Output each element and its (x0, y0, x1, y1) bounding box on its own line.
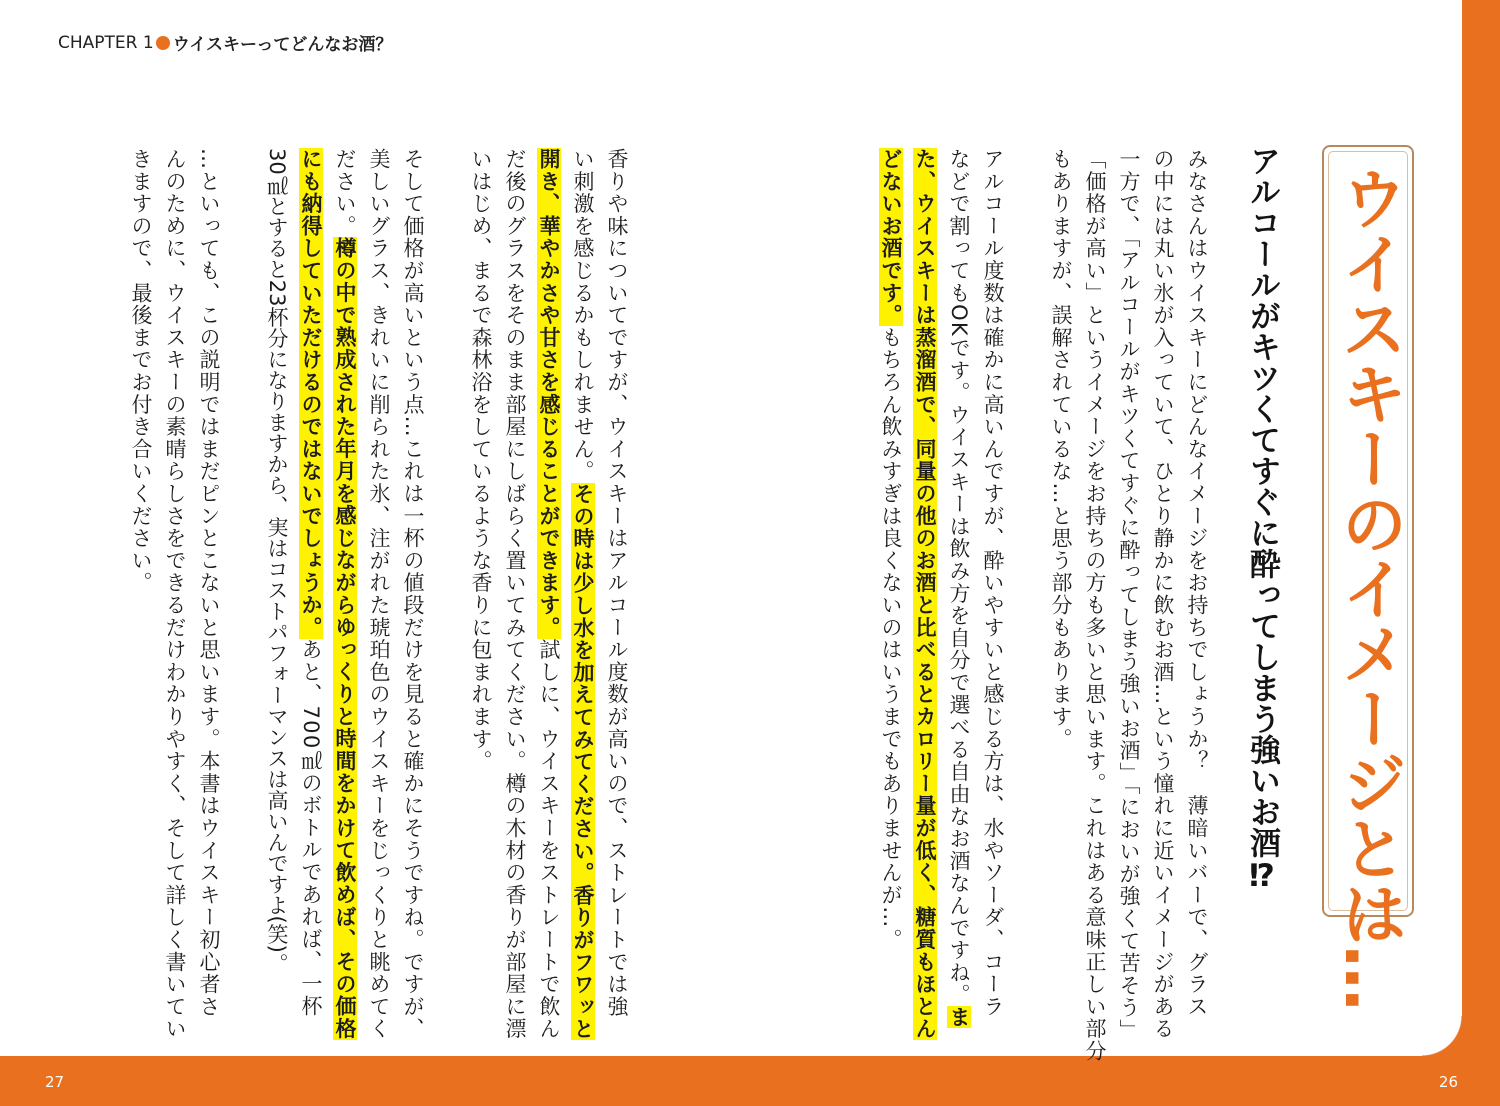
body-line: アルコール度数は確かに高いんですが、酔いやすいと感じる方は、水やソーダ、コーラ (981, 148, 1005, 1018)
body-line: もありますが、誤解されているな…と思う部分もあります。 (1049, 148, 1073, 751)
highlighted-text: ま (947, 1006, 971, 1029)
chapter-dot-icon (156, 36, 170, 50)
highlighted-text: 樽の中で熟成された年月を感じながらゆっくりと時間をかけて飲めば、その価格 (333, 237, 357, 1041)
body-text: ださい。 (333, 148, 357, 238)
right-edge-band (1462, 0, 1500, 1106)
page-number-left: 27 (45, 1073, 65, 1091)
body-line: んのために、ウイスキーの素晴らしさをできるだけわかりやすく、そして詳しく書いてい (163, 148, 187, 1040)
body-line (874, 148, 908, 951)
page-number-right: 26 (1438, 1073, 1458, 1091)
body-line: いはじめ、まるで森林浴をしているような香りに包まれます。 (469, 148, 493, 773)
highlighted-text: にも納得していただけるのではないでしょうか。 (299, 148, 323, 639)
body-line: 「価格が高い」というイメージをお持ちの方も多いと思います。これはある意味正しい部分 (1083, 148, 1107, 1063)
body-line: きますので、最後までお付き合いください。 (129, 148, 153, 594)
chapter-header (58, 30, 392, 55)
body-line: だ後のグラスをそのまま部屋にしばらく置いてみてください。樽の木材の香りが部屋に漂 (503, 148, 527, 1040)
title-frame (1322, 145, 1414, 1010)
body-text: 試しに、ウイスキーをストレートで飲ん (537, 638, 561, 1041)
body-line (328, 148, 362, 1040)
body-text: などで割ってもOKです。ウイスキーは飲み方を自分で選べる自由なお酒なんですね。 (947, 148, 971, 1006)
body-line (294, 148, 328, 1017)
chapter-label: CHAPTER 1 (58, 32, 154, 53)
highlighted-text: その時は少し水を加えてみてください。香りがフワッと (571, 482, 595, 1040)
body-line (532, 148, 566, 1040)
body-line: 30㎖とすると23杯分になりますから、実はコストパフォーマンスは高いんですよ(笑)。 (265, 148, 289, 974)
body-line: の中には丸い氷が入っていて、ひとり静かに飲むお酒…という憧れに近いイメージがある (1151, 148, 1175, 1040)
chapter-title: ウイスキーってどんなお酒？ (172, 35, 393, 55)
body-line (566, 148, 600, 1040)
band-corner (1422, 1016, 1462, 1056)
body-line: …といっても、この説明ではまだピンとこないと思います。本書はウイスキー初心者さ (197, 148, 221, 1018)
body-line: 香りや味についてですが、ウイスキーはアルコール度数が高いので、ストレートでは強 (605, 148, 629, 1018)
body-text: い刺激を感じるかもしれません。 (571, 148, 595, 483)
body-line: 一方で、「アルコールがキツくてすぐに酔ってしまう強いお酒」「においが強くて苦そう」 (1117, 148, 1141, 1042)
body-line: みなさんはウイスキーにどんなイメージをお持ちでしょうか？ 薄暗いバーで、グラス (1185, 148, 1209, 1018)
body-line (942, 148, 976, 1028)
highlighted-text: 開き、華やかさや甘さを感じることができます。 (537, 148, 561, 639)
page-title: ウイスキーのイメージとは… (1330, 165, 1407, 1010)
body-text: あと、700㎖のボトルであれば、一杯 (299, 638, 323, 1018)
body-text: もちろん飲みすぎは良くないのはいうまでもありませんが…。 (879, 326, 903, 951)
highlighted-text: どないお酒です。 (879, 148, 903, 327)
highlighted-text: た、ウイスキーは蒸溜酒で、同量の他のお酒と比べるとカロリー量が低く、糖質もほとん (913, 148, 937, 1040)
bottom-band (0, 1056, 1500, 1106)
body-line (908, 148, 942, 1040)
subheading: アルコールがキツくてすぐに酔ってしまう強いお酒⁉ (1244, 145, 1280, 894)
body-line: 美しいグラス、きれいに削られた氷、注がれた琥珀色のウイスキーをじっくりと眺めてく (367, 148, 391, 1040)
body-line: そして価格が高いという点…これは一杯の値段だけを見ると確かにそうですね。ですが、 (401, 148, 425, 1040)
